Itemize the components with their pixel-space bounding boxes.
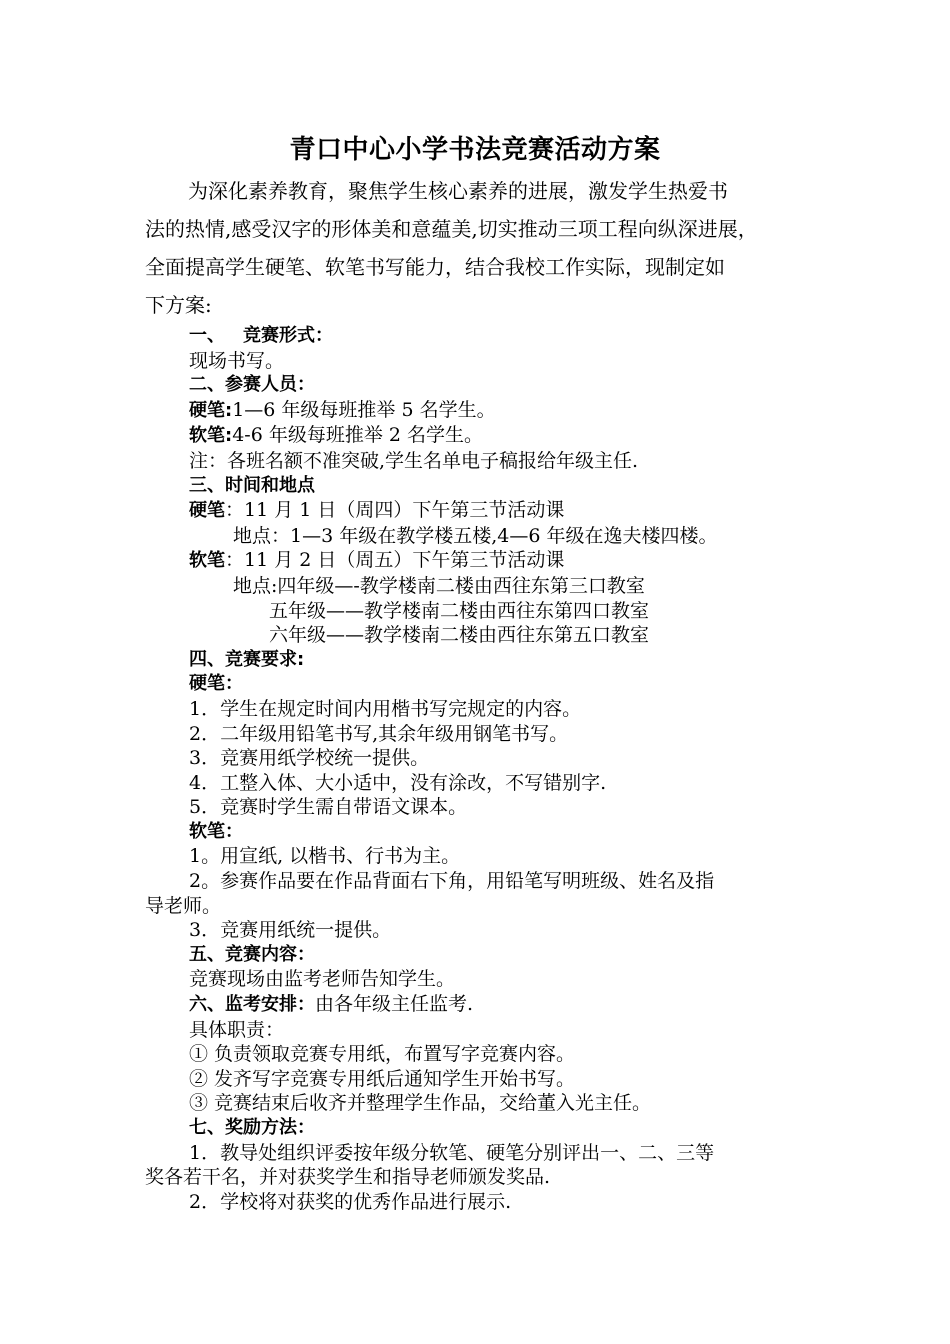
list-item: 2．二年级用铅笔书写,其余年级用钢笔书写。	[189, 722, 569, 745]
section-1-heading: 一、 竞赛形式：	[189, 325, 333, 346]
plan-body	[145, 323, 835, 1214]
section-2-soft: 软笔:4-6 年级每班推举 2 名学生。	[189, 424, 484, 447]
section-5-text: 竞赛现场由监考老师告知学生。	[189, 968, 456, 991]
section-1-text: 现场书写。	[189, 349, 285, 372]
list-item: ① 负责领取竞赛专用纸，布置写字竞赛内容。	[189, 1043, 576, 1066]
list-item: 1。用宣纸, 以楷书、行书为主。	[189, 845, 461, 868]
list-item: 3．竞赛用纸统一提供。	[189, 919, 392, 942]
list-item: 5．竞赛时学生需自带语文课本。	[189, 796, 468, 819]
section-6-heading: 六、监考安排：由各年级主任监考.	[189, 993, 474, 1016]
section-3-hard-time: 硬笔：11 月 1 日（周四）下午第三节活动课	[189, 499, 565, 522]
section-3-soft-time: 软笔：11 月 2 日（周五）下午第三节活动课	[189, 549, 565, 572]
intro-line: 为深化素养教育，聚焦学生核心素养的进展，激发学生热爱书	[188, 179, 728, 203]
section-2-hard: 硬笔:1—6 年级每班推举 5 名学生。	[189, 398, 496, 421]
section-3-soft-place: 五年级——教学楼南二楼由西往东第四口教室	[269, 599, 650, 622]
list-item: 3．竞赛用纸学校统一提供。	[189, 747, 430, 770]
section-4-soft-label: 软笔：	[189, 820, 243, 842]
list-item: 1．教导处组织评委按年级分软笔、硬笔分别评出一、二、三等	[189, 1141, 715, 1164]
section-4-heading: 四、竞赛要求:	[189, 648, 305, 670]
document-title: 青口中心小学书法竞赛活动方案	[289, 135, 661, 165]
list-item-continuation: 奖各若干名，并对获奖学生和指导老师颁发奖品.	[145, 1166, 551, 1189]
list-item: ③ 竞赛结束后收齐并整理学生作品，交给董入光主任。	[189, 1092, 652, 1115]
list-item: 1．学生在规定时间内用楷书写完规定的内容。	[189, 697, 582, 720]
section-2-heading: 二、参赛人员：	[189, 374, 315, 396]
list-item: 4．工整入体、大小适中，没有涂改，不写错别字.	[189, 771, 607, 794]
list-item: 2．学校将对获奖的优秀作品进行展示.	[189, 1190, 512, 1213]
section-4-hard-label: 硬笔：	[189, 673, 243, 695]
section-3-heading: 三、时间和地点	[189, 474, 315, 496]
intro-line: 全面提高学生硬笔、软笔书写能力，结合我校工作实际，现制定如	[145, 255, 725, 279]
intro-line: 法的热情,感受汉字的形体美和意蕴美,切实推动三项工程向纵深进展，	[145, 217, 758, 241]
section-3-hard-place: 地点：1—3 年级在教学楼五楼,4—6 年级在逸夫楼四楼。	[233, 524, 718, 547]
section-6-duty: 具体职责：	[189, 1018, 285, 1041]
list-item: ② 发齐写字竞赛专用纸后通知学生开始书写。	[189, 1067, 576, 1090]
intro-paragraph	[145, 172, 835, 324]
section-3-soft-place: 六年级——教学楼南二楼由西往东第五口教室	[269, 624, 650, 647]
section-2-note: 注：各班名额不准突破,学生名单电子稿报给年级主任.	[189, 449, 639, 472]
list-item: 2。参赛作品要在作品背面右下角，用铅笔写明班级、姓名及指	[189, 870, 715, 893]
section-5-heading: 五、竞赛内容：	[189, 943, 315, 965]
section-7-heading: 七、奖励方法：	[189, 1117, 315, 1138]
section-3-soft-place: 地点:四年级—-教学楼南二楼由西往东第三口教室	[233, 574, 645, 597]
intro-line: 下方案:	[145, 293, 212, 317]
list-item-continuation: 导老师。	[145, 894, 222, 917]
